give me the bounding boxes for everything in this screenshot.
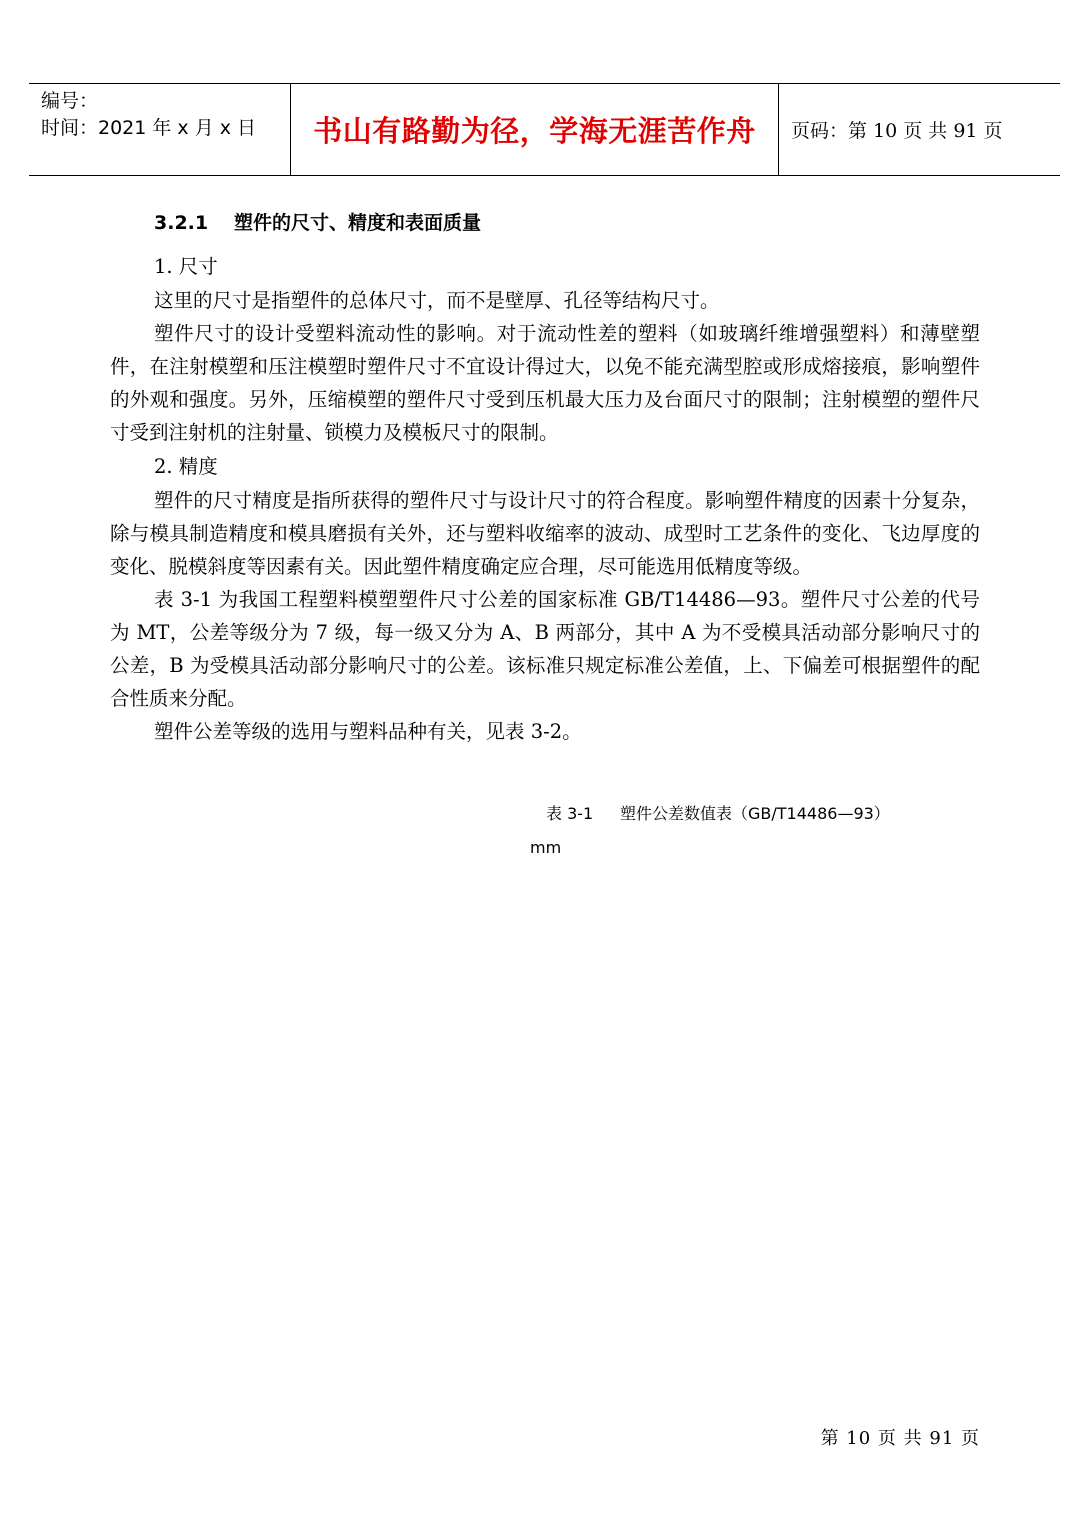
page-footer: 第 10 页 共 91 页 bbox=[820, 1428, 980, 1449]
table-caption bbox=[546, 801, 890, 824]
paragraph-tolerance-standard: 表 3-1 为我国工程塑料模塑塑件尺寸公差的国家标准 GB/T14486—93。塑件尺寸公差的代号为 MT，公差等级分为 7 级，每一级又分为 A、B 两部分，其中 A 为不受模具活动部分影响尺寸的公差，B 为受模具活动部分影响尺寸的公差。该标准只规定标准公差值，上、下偏差可根据塑件的配合性质来分配。 bbox=[110, 588, 980, 710]
table-unit: mm bbox=[530, 838, 562, 857]
document-date: 时间：2021 年 x 月 x 日 bbox=[41, 117, 257, 139]
header-right-cell bbox=[779, 84, 1060, 175]
paragraph-size-definition: 这里的尺寸是指塑件的总体尺寸，而不是壁厚、孔径等结构尺寸。 bbox=[154, 289, 720, 312]
section-heading bbox=[154, 205, 980, 241]
page-header bbox=[29, 83, 1060, 176]
header-motto: 书山有路勤为径，学海无涯苦作舟 bbox=[313, 114, 756, 148]
section-number: 3.2.1 bbox=[154, 212, 209, 234]
subheading-precision: 2. 精度 bbox=[154, 455, 218, 478]
document-number-label: 编号： bbox=[41, 90, 99, 112]
header-left-cell bbox=[29, 84, 291, 175]
subheading-size: 1. 尺寸 bbox=[154, 255, 218, 278]
section-title: 塑件的尺寸、精度和表面质量 bbox=[234, 212, 482, 234]
table-title: 塑件公差数值表（GB/T14486—93） bbox=[620, 804, 890, 823]
document-body bbox=[110, 205, 980, 748]
header-page-info: 页码：第 10 页 共 91 页 bbox=[791, 120, 1003, 142]
table-number: 表 3-1 bbox=[546, 804, 594, 823]
paragraph-size-design: 塑件尺寸的设计受塑料流动性的影响。对于流动性差的塑料（如玻璃纤维增强塑料）和薄壁塑件，在注射模塑和压注模塑时塑件尺寸不宜设计得过大，以免不能充满型腔或形成熔接痕，影响塑件的外观和强度。另外，压缩模塑的塑件尺寸受到压机最大压力及台面尺寸的限制；注射模塑的塑件尺寸受到注射机的注射量、锁模力及模板尺寸的限制。 bbox=[110, 322, 980, 444]
paragraph-precision-definition: 塑件的尺寸精度是指所获得的塑件尺寸与设计尺寸的符合程度。影响塑件精度的因素十分复杂，除与模具制造精度和模具磨损有关外，还与塑料收缩率的波动、成型时工艺条件的变化、飞边厚度的变化、脱模斜度等因素有关。因此塑件精度确定应合理，尽可能选用低精度等级。 bbox=[110, 489, 980, 578]
paragraph-tolerance-grade: 塑件公差等级的选用与塑料品种有关，见表 3-2。 bbox=[154, 720, 582, 743]
header-middle-cell bbox=[291, 84, 779, 175]
